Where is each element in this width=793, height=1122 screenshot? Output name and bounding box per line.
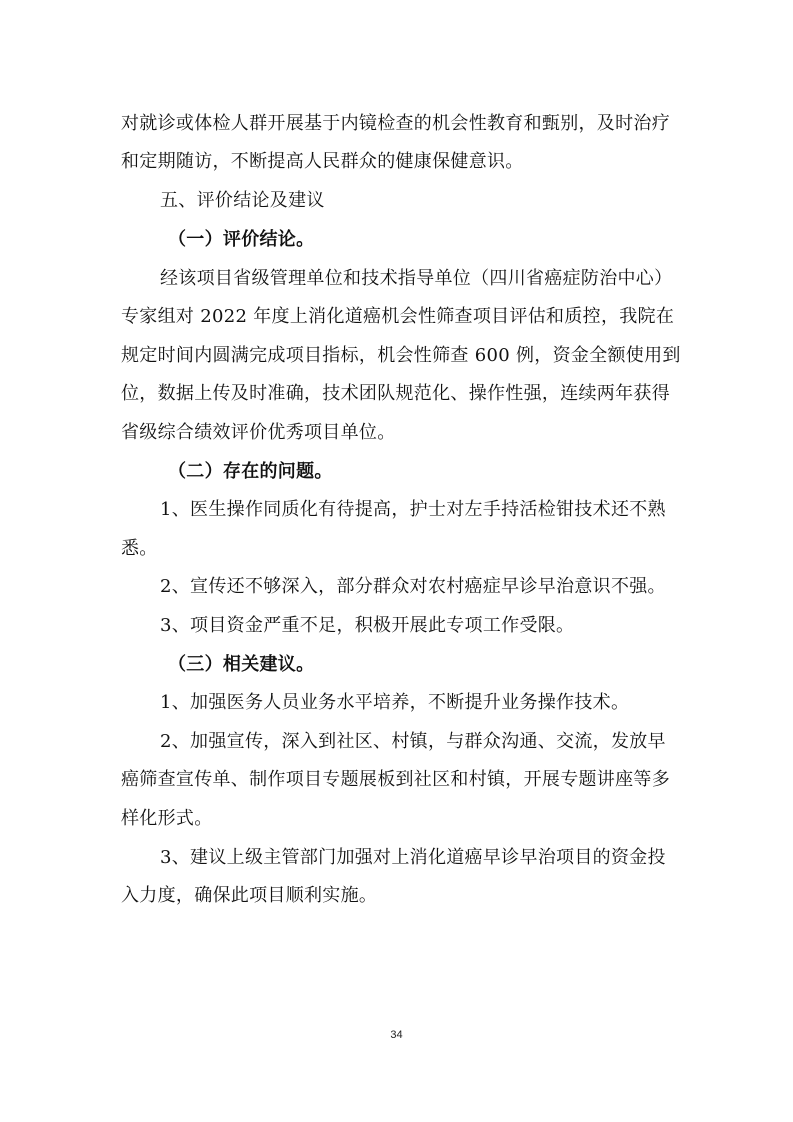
paragraph-line: 2、宣传还不够深入，部分群众对农村癌症早诊早治意识不强。 <box>160 576 666 597</box>
paragraph-line: 入力度，确保此项目顺利实施。 <box>121 885 378 906</box>
paragraph-line: 专家组对 2022 年度上消化道癌机会性筛查项目评估和质控，我院在 <box>121 306 675 327</box>
paragraph-line: 位，数据上传及时准确，技术团队规范化、操作性强，连续两年获得 <box>121 383 670 404</box>
subsection-heading: （二）存在的问题。 <box>168 461 333 482</box>
paragraph-line: 1、加强医务人员业务水平培养，不断提升业务操作技术。 <box>160 692 630 713</box>
paragraph-line: 经该项目省级管理单位和技术指导单位（四川省癌症防治中心） <box>160 268 673 289</box>
paragraph-line: 对就诊或体检人群开展基于内镜检查的机会性教育和甄别，及时治疗 <box>121 113 670 134</box>
subsection-heading: （一）评价结论。 <box>168 229 315 250</box>
paragraph-line: 和定期随访，不断提高人民群众的健康保健意识。 <box>121 151 524 172</box>
paragraph-line: 悉。 <box>121 538 158 559</box>
paragraph-line: 3、建议上级主管部门加强对上消化道癌早诊早治项目的资金投 <box>160 847 666 868</box>
page-number: 34 <box>390 1029 403 1041</box>
paragraph-line: 2、加强宣传，深入到社区、村镇，与群众沟通、交流，发放早 <box>160 731 666 752</box>
paragraph-line: 省级综合绩效评价优秀项目单位。 <box>121 422 396 443</box>
paragraph-line: 癌筛查宣传单、制作项目专题展板到社区和村镇，开展专题讲座等多 <box>121 769 670 790</box>
paragraph-line: 1、医生操作同质化有待提高，护士对左手持活检钳技术还不熟 <box>160 499 666 520</box>
paragraph-line: 样化形式。 <box>121 808 213 829</box>
paragraph-line: 3、项目资金严重不足，积极开展此专项工作受限。 <box>160 615 575 636</box>
paragraph-line: 规定时间内圆满完成项目指标，机会性筛查 600 例，资金全额使用到 <box>121 345 681 366</box>
subsection-heading: （三）相关建议。 <box>168 654 315 675</box>
section-heading: 五、评价结论及建议 <box>160 190 325 211</box>
